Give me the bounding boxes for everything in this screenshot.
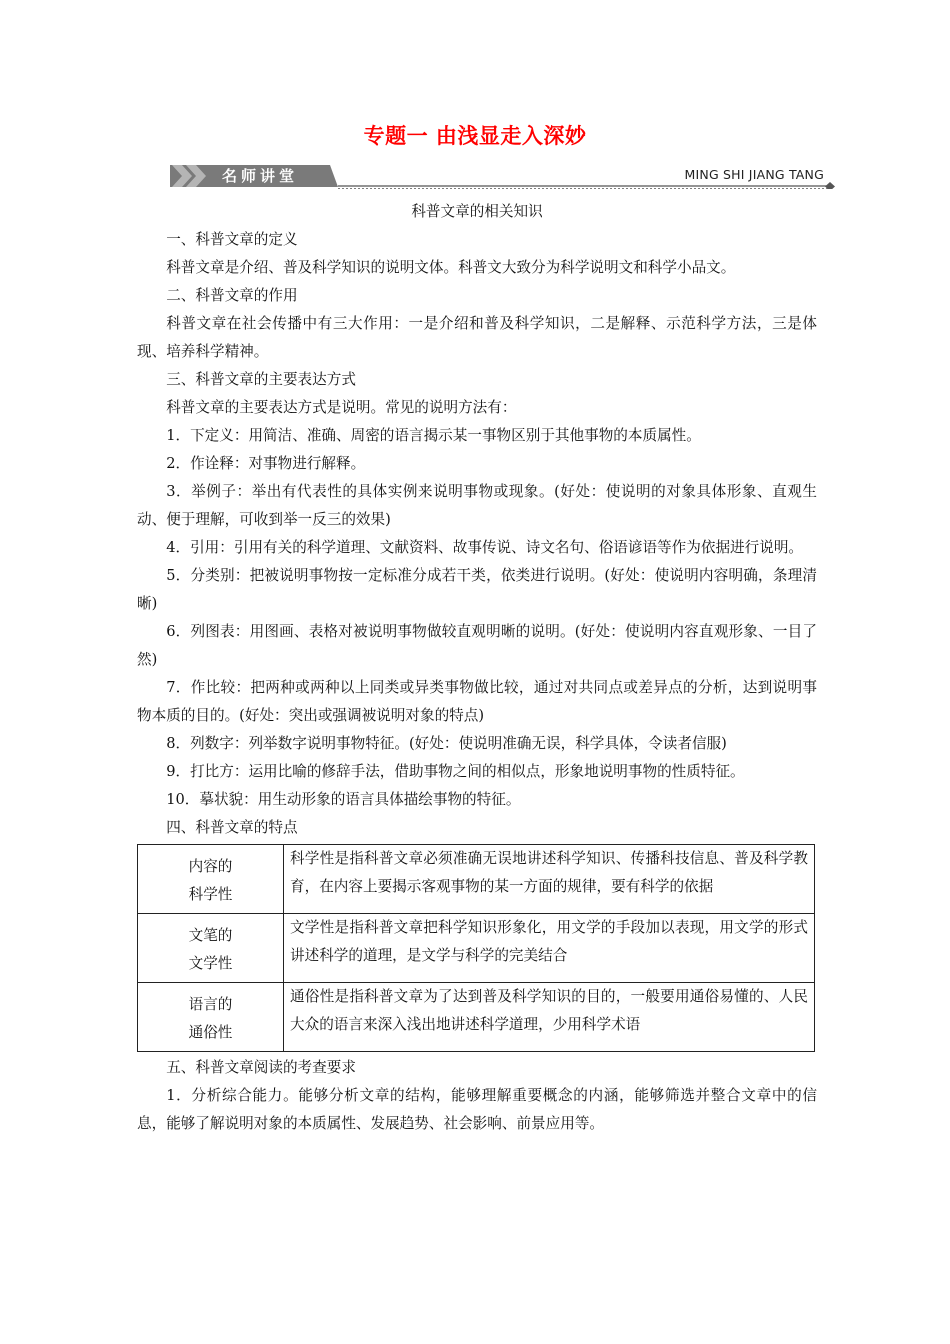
list-item: 10．摹状貌：用生动形象的语言具体描绘事物的特征。 xyxy=(166,791,521,808)
features-table xyxy=(137,844,815,1052)
table-key-cell: 语言的 通俗性 xyxy=(138,983,284,1052)
list-item: 9．打比方：运用比喻的修辞手法，借助事物之间的相似点，形象地说明事物的性质特征。 xyxy=(166,763,745,780)
section-title: 科普文章的相关知识 xyxy=(411,203,543,220)
list-item: 1．分析综合能力。能够分析文章的结构，能够理解重要概念的内涵，能够筛选并整合文章中的信息，能够了解说明对象的本质属性、发展趋势、社会影响、前景应用等。 xyxy=(137,1087,817,1132)
list-item: 4．引用：引用有关的科学道理、文献资料、故事传说、诗文名句、俗语谚语等作为依据进行说明。 xyxy=(166,539,804,556)
table-value-cell: 文学性是指科普文章把科学知识形象化，用文学的手段加以表现，用文学的形式讲述科学的道理，是文学与科学的完美结合 xyxy=(284,914,815,983)
paragraph: 科普文章是介绍、普及科学知识的说明文体。科普文大致分为科学说明文和科学小品文。 xyxy=(166,259,736,276)
list-item: 2．作诠释：对事物进行解释。 xyxy=(166,455,366,472)
list-item: 7．作比较：把两种或两种以上同类或异类事物做比较，通过对共同点或差异点的分析，达到说明事物本质的目的。(好处：突出或强调被说明对象的特点) xyxy=(137,679,817,724)
heading-requirements: 五、科普文章阅读的考查要求 xyxy=(166,1059,356,1076)
table-row xyxy=(138,983,815,1052)
list-item: 8．列数字：列举数字说明事物特征。(好处：使说明准确无误，科学具体，令读者信服) xyxy=(166,735,727,752)
heading-features: 四、科普文章的特点 xyxy=(166,819,298,836)
list-item: 1．下定义：用简洁、准确、周密的语言揭示某一事物区别于其他事物的本质属性。 xyxy=(166,427,701,444)
table-key-cell: 内容的 科学性 xyxy=(138,845,284,914)
list-item: 3．举例子：举出有代表性的具体实例来说明事物或现象。(好处：使说明的对象具体形象、直观生动、便于理解，可收到举一反三的效果) xyxy=(137,483,817,528)
banner-english: MING SHI JIANG TANG xyxy=(684,167,824,182)
paragraph: 科普文章在社会传播中有三大作用：一是介绍和普及科学知识，二是解释、示范科学方法，三是体现、培养科学精神。 xyxy=(137,315,817,360)
table-row xyxy=(138,914,815,983)
section-banner xyxy=(170,163,840,189)
table-row xyxy=(138,845,815,914)
banner-label: 名师讲堂 xyxy=(222,167,299,185)
table-value-cell: 科学性是指科普文章必须准确无误地讲述科学知识、传播科技信息、普及科学教育，在内容上要揭示客观事物的某一方面的规律，要有科学的依据 xyxy=(284,845,815,914)
heading-function: 二、科普文章的作用 xyxy=(166,287,298,304)
list-item: 5．分类别：把被说明事物按一定标准分成若干类，依类进行说明。(好处：使说明内容明确，条理清晰) xyxy=(137,567,817,612)
list-item: 6．列图表：用图画、表格对被说明事物做较直观明晰的说明。(好处：使说明内容直观形象、一目了然) xyxy=(137,623,817,668)
heading-definition: 一、科普文章的定义 xyxy=(166,231,298,248)
table-key-cell: 文笔的 文学性 xyxy=(138,914,284,983)
page-title: 专题一 由浅显走入深妙 xyxy=(363,124,587,148)
article-body xyxy=(137,198,817,1138)
heading-expression: 三、科普文章的主要表达方式 xyxy=(166,371,356,388)
table-value-cell: 通俗性是指科普文章为了达到普及科学知识的目的，一般要用通俗易懂的、人民大众的语言来深入浅出地讲述科学道理，少用科学术语 xyxy=(284,983,815,1052)
paragraph: 科普文章的主要表达方式是说明。常见的说明方法有： xyxy=(166,399,517,416)
